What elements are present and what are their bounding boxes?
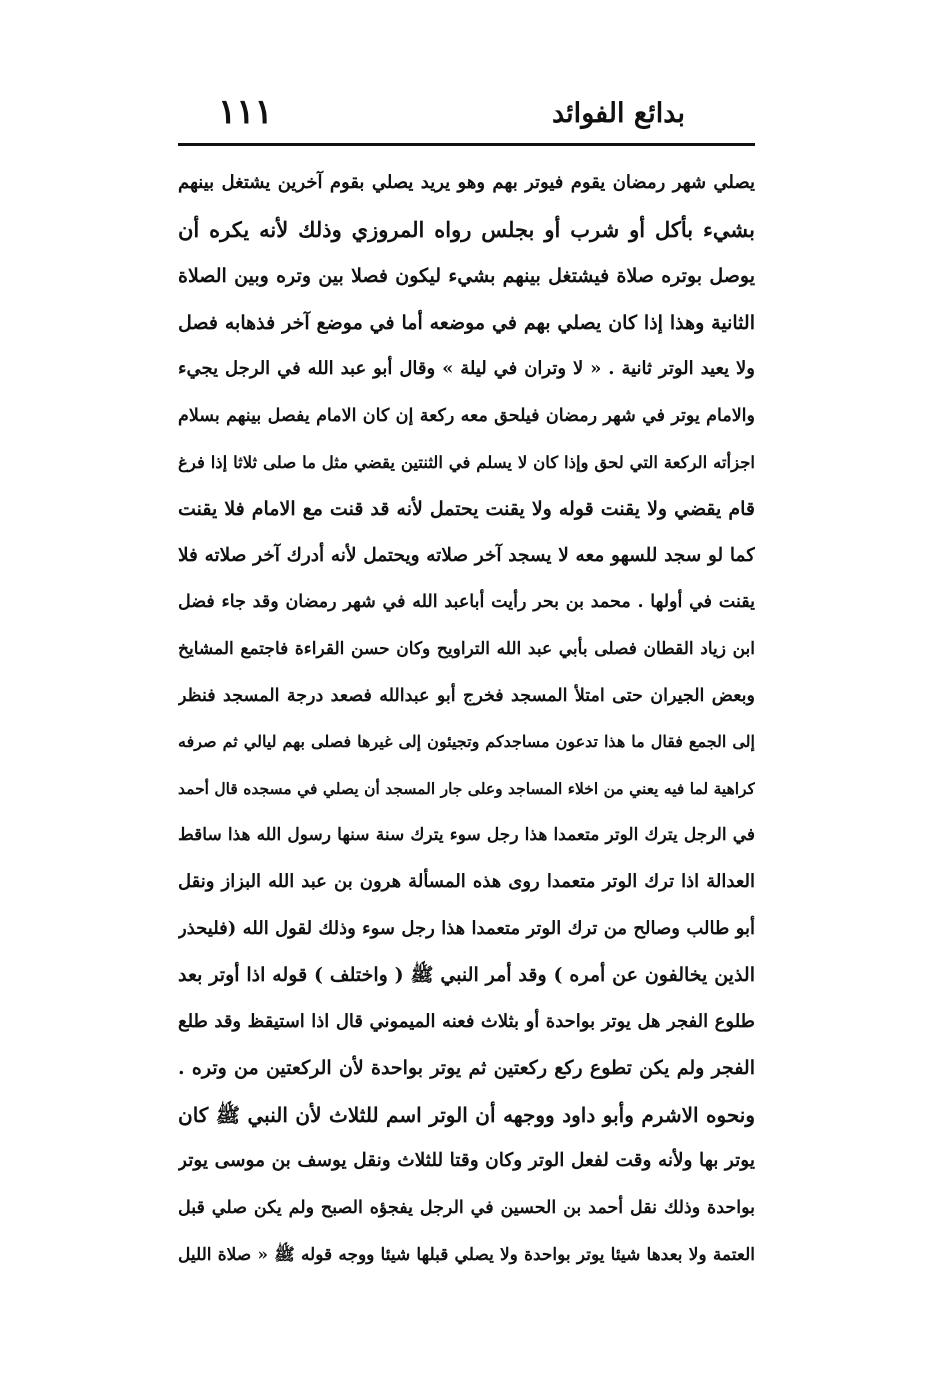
text-line: العتمة ولا بعدها شيئا يوتر بواحدة ولا يصلي قبلها شيئا ووجه قوله ﷺ « صلاة الليل (178, 1244, 755, 1265)
text-line: طلوع الفجر هل يوتر بواحدة أو بثلاث فعنه الميموني قال اذا استيقظ وقد طلع (178, 1010, 755, 1032)
page-number: ١١١ (218, 92, 273, 132)
text-line: بواحدة وذلك نقل أحمد بن الحسين في الرجل يفجؤه الصبح ولم يكن صلي قبل (178, 1198, 755, 1219)
text-line: إلى الجمع فقال ما هذا تدعون مساجدكم وتجيئون إلى غيرها فصلى بهم ليالي ثم صرفه (178, 732, 755, 752)
running-title: بدائع الفوائد (552, 98, 685, 129)
text-line: كما لو سجد للسهو معه لا يسجد آخر صلاته ويحتمل لأنه أدرك آخر صلاته فلا (178, 544, 755, 566)
text-line: الفجر ولم يكن تطوع ركع ركعتين ثم يوتر بواحدة لأن الركعتين من وتره . (178, 1057, 755, 1080)
text-line: أبو طالب وصالح من ترك الوتر متعمدا هذا رجل سوء وذلك لقول الله (فليحذر (178, 917, 755, 939)
page-header (178, 88, 755, 138)
text-line: يقنت في أولها . محمد بن بحر رأيت أباعبد الله في شهر رمضان وقد جاء فضل (178, 592, 755, 613)
text-line: ونحوه الاشرم وأبو داود ووجهه أن الوتر اسم للثلاث لأن النبي ﷺ كان (178, 1102, 755, 1127)
text-line: الذين يخالفون عن أمره ) وقد أمر النبي ﷺ ( واختلف ) قوله اذا أوتر بعد (178, 964, 755, 987)
text-line: والامام يوتر في شهر رمضان فيلحق معه ركعة إن كان الامام يفصل بينهم بسلام (178, 405, 755, 426)
text-line: كراهية لما فيه يعني من اخلاء المساجد وعلى جار المسجد أن يصلي في مسجده قال أحمد (178, 778, 755, 798)
text-line: يصلي شهر رمضان يقوم فيوتر بهم وهو يريد يصلي بقوم آخرين يشتغل بينهم (178, 172, 755, 193)
text-line: وبعض الجيران حتى امتلأ المسجد فخرج أبو عبدالله فصعد درجة المسجد فنظر (178, 685, 755, 706)
text-line: بشيء بأكل أو شرب أو بجلس رواه المروزي وذلك لأنه يكره أن (178, 216, 755, 242)
text-line: العدالة اذا ترك الوتر متعمدا روى هذه المسألة هرون بن عبد الله البزاز ونقل (178, 870, 755, 892)
header-rule (178, 143, 755, 146)
text-line: ابن زياد القطان فصلى بأبي عبد الله التراويح وكان حسن القراءة فاجتمع المشايخ (178, 638, 755, 659)
text-line: اجزأته الركعة التي لحق وإذا كان لا يسلم في الثنتين يقضي مثل ما صلى ثلاثا إذا فرغ (178, 452, 755, 472)
text-line: الثانية وهذا إذا كان يصلي بهم في موضعه أما في موضع آخر فذهابه فصل (178, 311, 755, 334)
text-line: يوصل بوتره صلاة فيشتغل بينهم بشيء ليكون فصلا بين وتره وبين الصلاة (178, 265, 755, 288)
text-line: في الرجل يترك الوتر متعمدا هذا رجل سوء يترك سنة سنها رسول الله هذا ساقط (178, 825, 755, 846)
text-line: يوتر بها ولأنه وقت لفعل الوتر وكان وقتا للثلاث ونقل يوسف بن موسى يوتر (178, 1150, 755, 1172)
text-line: ولا يعيد الوتر ثانية . « لا وتران في ليلة » وقال أبو عبد الله في الرجل يجيء (178, 358, 755, 380)
text-line: قام يقضي ولا يقنت قوله ولا يقنت يحتمل لأنه قد قنت مع الامام فلا يقنت (178, 498, 755, 521)
body-text (178, 160, 755, 1278)
